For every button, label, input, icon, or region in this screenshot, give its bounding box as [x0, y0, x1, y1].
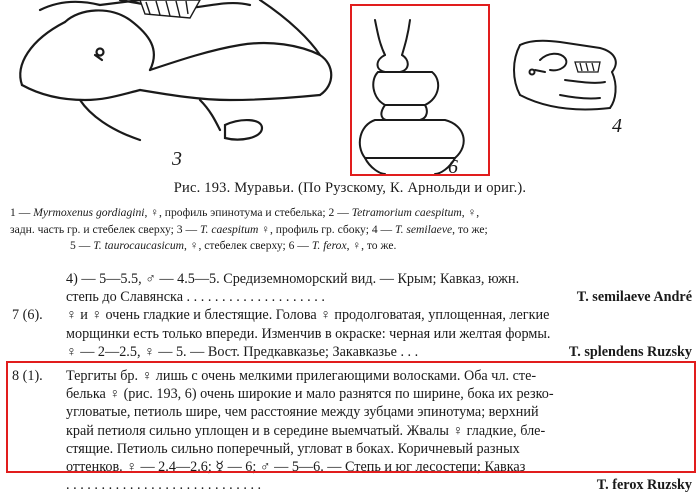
legend-line-1: 1 — Myrmoxenus gordiagini, ♀, профиль эпинотума и стебелька; 2 — Tetramorium caespitum, ♀,: [10, 206, 480, 219]
drawing-4-thorax-side: [514, 41, 616, 110]
species-name: T. splendens Ruzsky: [568, 343, 692, 360]
key-line: угловатые, петиоль шире, чем расстояние между зубцами эпинотума; верхний: [66, 404, 539, 421]
couplet-number: 7 (6).: [12, 307, 43, 324]
figure-label-3: 3: [172, 148, 182, 170]
figure-legend: [10, 205, 692, 255]
key-line: . . . . . . . . . . . . . . . . . . . . . . . . . . . . T. ferox Ruzsky: [66, 477, 692, 494]
drawing-3-hatched-patch: [140, 0, 200, 18]
highlight-box-figure-6: [350, 4, 490, 176]
key-line: морщинки есть только впереди. Изменчив в окраске: черная или желтая формы.: [66, 325, 551, 342]
key-line: оттенков. ♀ — 2.4—2.6; ☿ — 6; ♂ — 5—6. — Степь и юг лесостепи; Кавказ: [66, 458, 526, 475]
species-name: T. ferox Ruzsky: [596, 477, 692, 494]
drawing-3-thorax-profile: [20, 0, 331, 140]
key-line: 4) — 5—5.5, ♂ — 4.5—5. Средиземноморский вид. — Крым; Кавказ, южн.: [66, 271, 520, 287]
highlight-box-couplet-8: [6, 361, 696, 473]
key-line: стящие. Петиоль сильно поперечный, угловат в боках. Коричневый разных: [66, 440, 520, 457]
key-line: степь до Славянска . . . . . . . . . . . . . . . . . . . . T. semilaeve André: [66, 289, 692, 306]
figure-caption-title: Рис. 193. Муравьи. (По Рузскому, К. Арнольди и ориг.).: [173, 180, 527, 196]
drawing-4-hatched-patch: [575, 62, 600, 72]
key-line: край петиоля сильно уплощен и в середине выемчатый. Жвалы ♀ гладкие, бле-: [66, 422, 546, 439]
legend-line-3: 5 — T. taurocaucasicum, ♀, стебелек сверху; 6 — T. ferox, ♀, то же.: [70, 239, 397, 252]
key-line: 7 (6). ♀ и ♀ очень гладкие и блестящие. Голова ♀ продолговатая, уплощенная, легкие: [12, 307, 550, 324]
legend-line-2: задн. часть гр. и стебелек сверху; 3 — T. caespitum ♀, профиль гр. сбоку; 4 — T. semilaeve, то же;: [10, 222, 488, 236]
figure-label-4: 4: [612, 115, 622, 137]
key-line: ♀ — 2—2.5, ♀ — 5. — Вост. Предкавказье; Закавказье . . . T. splendens Ruzsky: [66, 343, 692, 360]
species-name: T. semilaeve André: [576, 289, 692, 306]
key-line: белька ♀ (рис. 193, 6) очень широкие и мало разнятся по ширине, бока их резко-: [66, 386, 554, 403]
key-line: 8 (1). Тергиты бр. ♀ лишь с очень мелкими прилегающими волосками. Оба чл. сте-: [12, 367, 537, 384]
couplet-number: 8 (1).: [12, 367, 43, 384]
figure-label-6: 6: [448, 156, 458, 178]
